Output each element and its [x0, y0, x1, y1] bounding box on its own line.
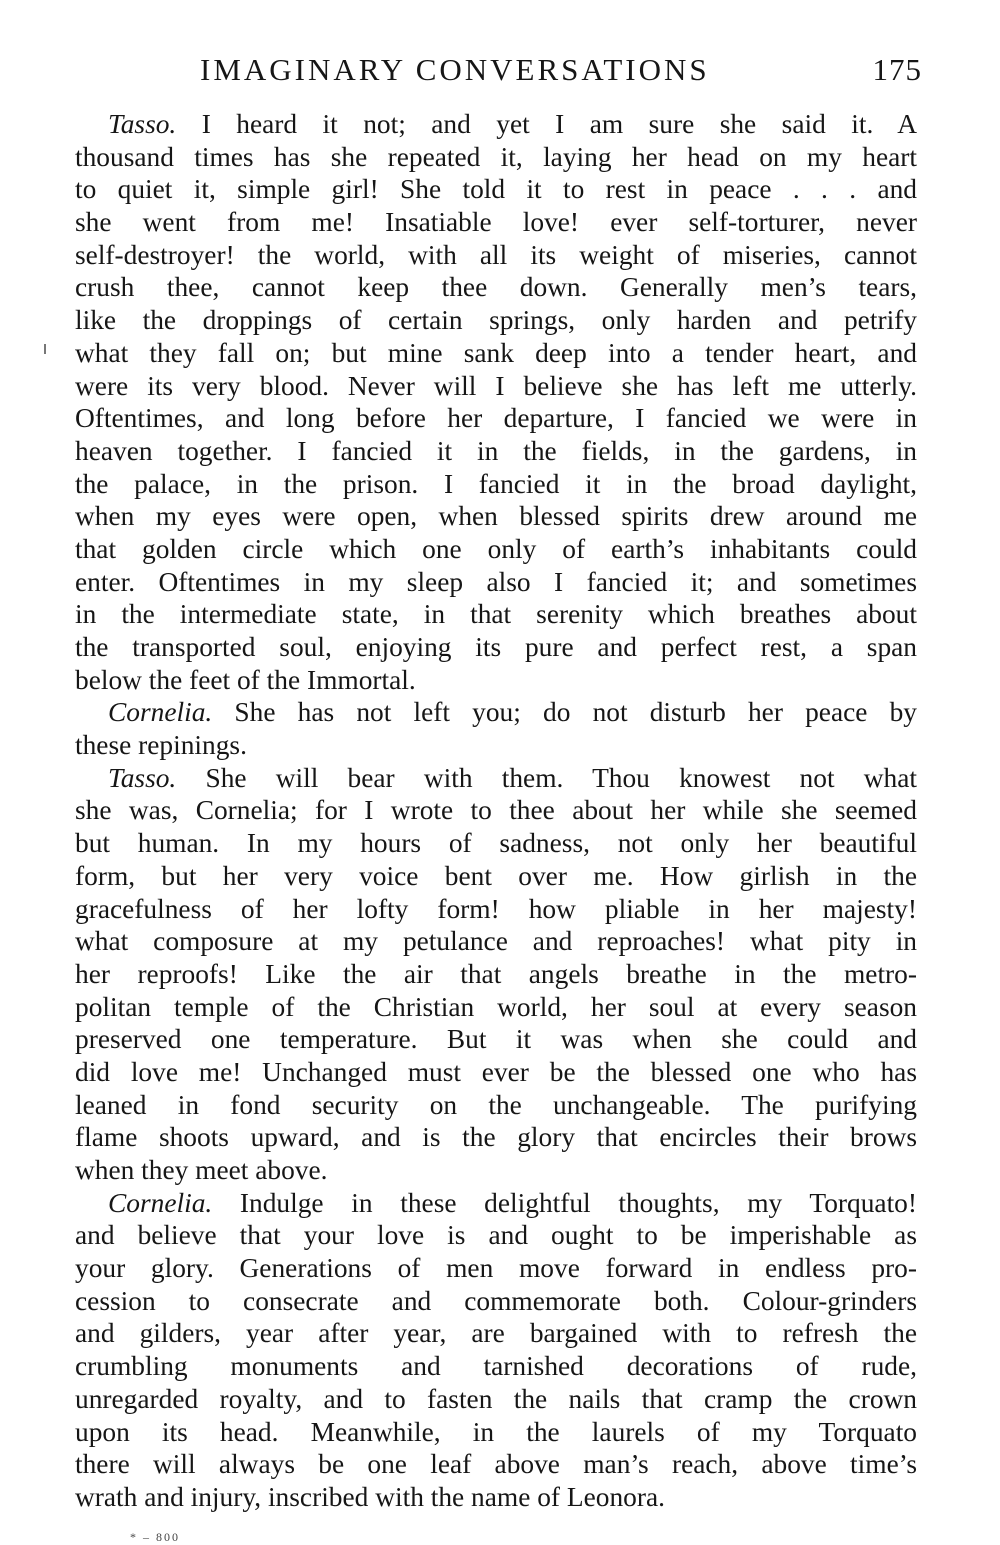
text-line: unregarded royalty, and to fasten the nails that cramp the crown	[75, 1383, 917, 1414]
text-line: the transported soul, enjoying its pure and perfect rest, a span	[75, 632, 917, 662]
text-line: Tasso. She will bear with them. Thou knowest not what	[108, 762, 917, 793]
text-line: when my eyes were open, when blessed spirits drew around me	[75, 501, 917, 532]
text-line: below the feet of the Immortal.	[75, 664, 416, 695]
text-line: enter. Oftentimes in my sleep also I fancied it; and sometimes	[75, 566, 917, 597]
text-line: did love me! Unchanged must ever be the blessed one who has	[75, 1056, 917, 1087]
text-line: were its very blood. Never will I believe she has left me utterly.	[75, 370, 917, 401]
text-line: thousand times has she repeated it, laying her head on my heart	[75, 141, 917, 172]
text-line: like the droppings of certain springs, only harden and petrify	[75, 305, 917, 336]
signature-mark: * – 800	[130, 1530, 180, 1544]
text-line: in the intermediate state, in that serenity which breathes about	[75, 599, 917, 630]
running-title: IMAGINARY CONVERSATIONS	[200, 52, 710, 87]
text-line: her reproofs! Like the air that angels breathe in the metro-	[75, 958, 917, 989]
text-line: and believe that your love is and ought to be imperishable as	[75, 1220, 917, 1251]
text-line: but human. In my hours of sadness, not only her beautiful	[75, 828, 917, 859]
text-line: leaned in fond security on the unchangeable. The purifying	[75, 1089, 917, 1120]
text-line: politan temple of the Christian world, her soul at every season	[75, 991, 917, 1022]
running-head	[200, 52, 922, 92]
text-line: Oftentimes, and long before her departure, I fancied we were in	[75, 403, 917, 434]
text-line: self-destroyer! the world, with all its weight of miseries, cannot	[75, 239, 917, 270]
text-line: wrath and injury, inscribed with the name of Leonora.	[75, 1481, 665, 1512]
paragraph-tasso-2	[75, 762, 917, 1187]
text-line: Cornelia. Indulge in these delightful thoughts, my Torquato!	[108, 1187, 917, 1218]
speaker-name: Cornelia.	[108, 1187, 213, 1218]
text-line: when they meet above.	[75, 1155, 328, 1185]
margin-mark	[44, 344, 46, 354]
text-line: flame shoots upward, and is the glory that encircles their brows	[75, 1122, 917, 1153]
paragraph-tasso-1	[75, 108, 917, 696]
text-line: to quiet it, simple girl! She told it to rest in peace . . . and	[75, 174, 917, 205]
text-line: and gilders, year after year, are bargained with to refresh the	[75, 1318, 917, 1349]
text-line: cession to consecrate and commemorate both. Colour-grinders	[75, 1285, 917, 1316]
text-line: form, but her very voice bent over me. How girlish in the	[75, 860, 917, 891]
speaker-name: Tasso.	[108, 109, 177, 139]
text-line: these repinings.	[75, 730, 247, 761]
text-line: heaven together. I fancied it in the fields, in the gardens, in	[75, 435, 917, 466]
page-number: 175	[872, 52, 922, 87]
paragraph-cornelia-1	[75, 696, 917, 761]
text-line: she went from me! Insatiable love! ever self-torturer, never	[75, 207, 917, 238]
speaker-name: Cornelia.	[108, 697, 213, 728]
text-line: gracefulness of her lofty form! how pliable in her majesty!	[75, 893, 917, 924]
text-line: upon its head. Meanwhile, in the laurels of my Torquato	[75, 1416, 917, 1447]
dialogue-text	[75, 108, 917, 1514]
paragraph-cornelia-2	[75, 1187, 917, 1514]
text-line: the palace, in the prison. I fancied it in the broad daylight,	[75, 468, 917, 499]
speaker-name: Tasso.	[108, 762, 177, 793]
text-line: your glory. Generations of men move forward in endless pro-	[75, 1253, 917, 1284]
text-line: what they fall on; but mine sank deep into a tender heart, and	[75, 337, 917, 368]
text-line: that golden circle which one only of earth’s inhabitants could	[75, 533, 917, 564]
text-line: crush thee, cannot keep thee down. Generally men’s tears,	[75, 272, 917, 303]
text-line: Cornelia. She has not left you; do not disturb her peace by	[108, 697, 917, 728]
text-line: Tasso. I heard it not; and yet I am sure she said it. A	[108, 109, 917, 139]
text-line: preserved one temperature. But it was when she could and	[75, 1024, 917, 1055]
text-line: crumbling monuments and tarnished decorations of rude,	[75, 1351, 917, 1382]
text-line: there will always be one leaf above man’s reach, above time’s	[75, 1449, 917, 1480]
text-line: she was, Cornelia; for I wrote to thee about her while she seemed	[75, 795, 917, 826]
text-line: what composure at my petulance and reproaches! what pity in	[75, 926, 917, 957]
